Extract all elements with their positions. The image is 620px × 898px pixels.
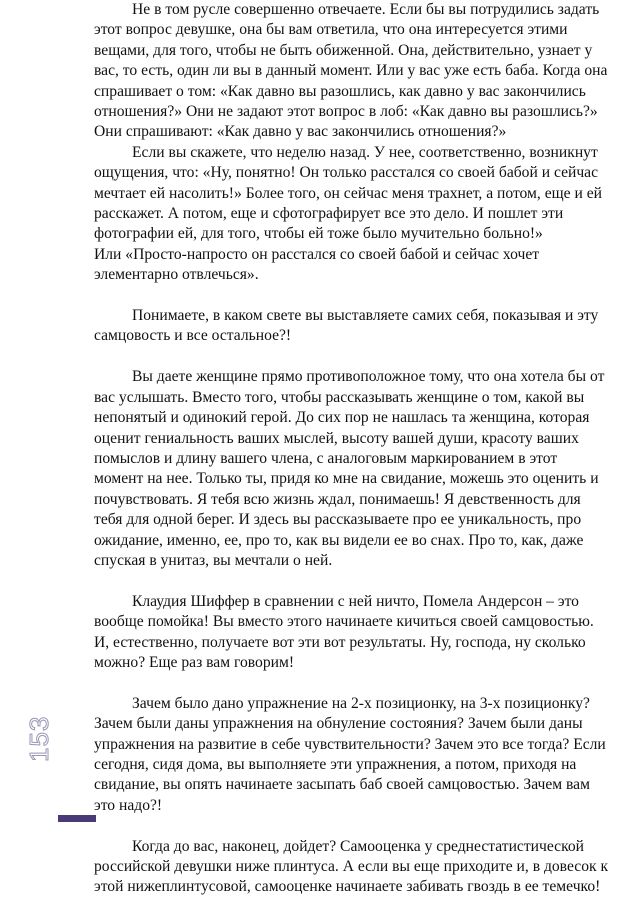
paragraph-6: Клаудия Шиффер в сравнении с ней ничто, Помела Андерсон – это вообще помойка! Вы вместо этого начинаете кичиться своей самцовостью. И, естественно, получаете вот эти вот результаты. Ну, господа, ну сколько можно? Еще раз вам говорим! (94, 592, 594, 671)
paragraph-3: Или «Просто-напросто он расстался со своей бабой и сейчас хочет элементарно отвлечься». (94, 245, 540, 284)
paragraph-5: Вы даете женщине прямо противоположное тому, что она хотела бы от вас услышать. Вместо того, чтобы рассказывать женщине о том, какой вы непонятый и одинокий герой. До сих пор не нашлась та женщина, которая оценит гениальность ваших мыслей, высоту вашей души, красоту ваших помыслов и длину вашего члена, с аналоговым маркированием в этот момент на нее. Только ты, придя ко мне на свидание, можешь это оценить и почувствовать. Я тебя всю жизнь ждал, понимаешь! Я девственность для тебя для одной берег. И здесь вы рассказываете про ее уникальность, про ожидание, именно, ее, про то, как вы видели ее во снах. Про то, как, даже спуская в унитаз, вы мечтали о ней. (94, 368, 605, 569)
paragraph-8: Когда до вас, наконец, дойдет? Самооценка у среднестатистической российской девушки ниже плинтуса. А если вы еще приходите и, в довесок к этой нижеплинтусовой, самооценке начинаете забивать гвоздь в ее темечко! (94, 837, 609, 896)
page-footer-bar (58, 815, 96, 822)
page-number: 153 (24, 715, 54, 762)
body-text (94, 0, 610, 898)
paragraph-7: Зачем было дано упражнение на 2-х позиционку, на 3-х позиционку? Зачем были даны упражнения на обнуление состояния? Зачем были даны упражнения на развитие в себе чувствительности? Зачем это все тогда? Если сегодня, сидя дома, вы выполняете эти упражнения, а потом, приходя на свидание, вы опять начинаете засыпать баб своей самцовостью. Зачем вам это надо?! (94, 694, 606, 814)
paragraph-1: Не в том русле совершенно отвечаете. Если бы вы потрудились задать этот вопрос девушке, она бы вам ответила, что она интересуется этими вещами, для того, чтобы не быть обиженной. Она, действительно, узнает у вас, то есть, один ли вы в данный момент. Или у вас уже есть баба. Когда она спрашивает о том: «Как давно вы разошлись, как давно у вас закончились отношения?» Они не задают этот вопрос в лоб: «Как давно вы разошлись?» Они спрашивают: «Как давно у вас закончились отношения?» (94, 1, 608, 141)
paragraph-2: Если вы скажете, что неделю назад. У нее, соответственно, возникнут ощущения, что: «Ну, понятно! Он только расстался со своей бабой и сейчас мечтает ей насолить!» Более того, он сейчас меня трахнет, а потом, еще и ей расскажет. А потом, еще и сфотографирует все это дело. И пошлет эти фотографии ей, для того, чтобы ей тоже было мучительно больно!» (94, 143, 602, 243)
paragraph-4: Понимаете, в каком свете вы выставляете самих себя, показывая и эту самцовость и все остальное?! (94, 307, 599, 345)
